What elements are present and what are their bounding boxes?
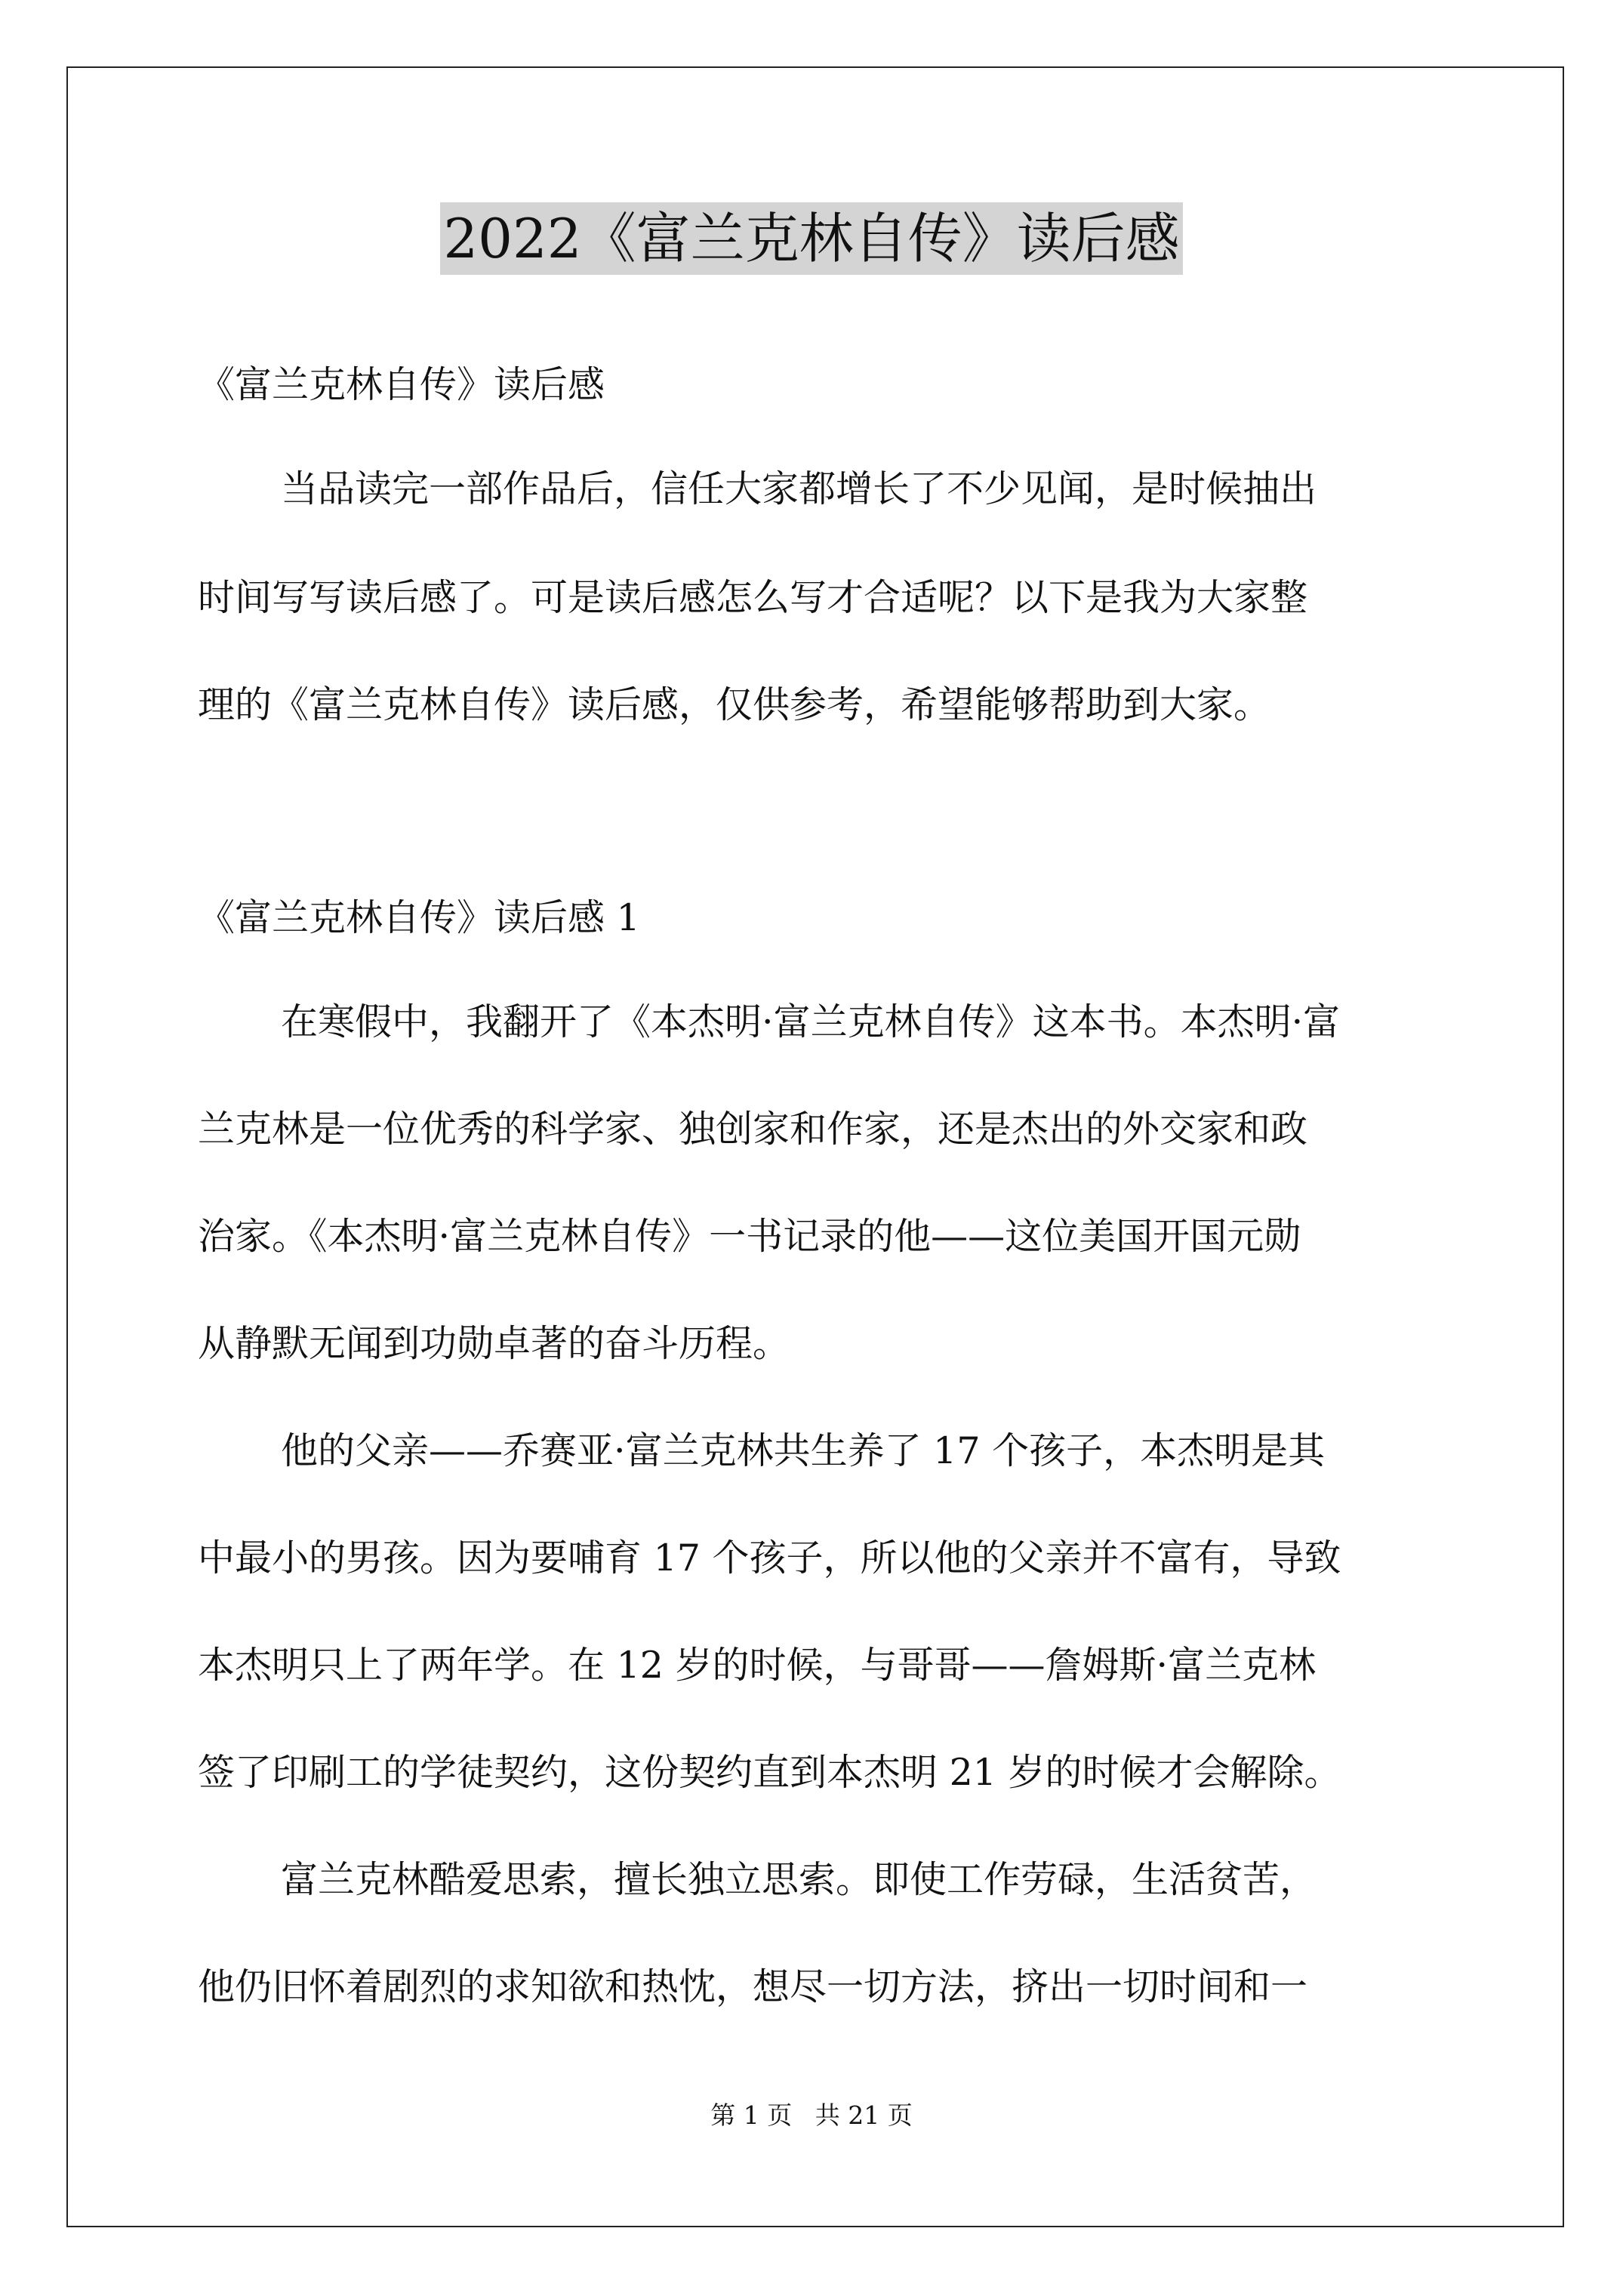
intro-line: 时间写写读后感了。可是读后感怎么写才合适呢？以下是我为大家整 — [198, 576, 1308, 619]
subtitle: 《富兰克林自传》读后感 — [198, 363, 605, 406]
body-line: 从静默无闻到功勋卓著的奋斗历程。 — [198, 1322, 790, 1365]
body-line: 兰克林是一位优秀的科学家、独创家和作家，还是杰出的外交家和政 — [198, 1108, 1308, 1151]
document-title: 2022《富兰克林自传》读后感 — [440, 202, 1182, 275]
body-line: 他仍旧怀着剧烈的求知欲和热忱，想尽一切方法，挤出一切时间和一 — [198, 1965, 1308, 2008]
body-line: 治家。《本杰明·富兰克林自传》一书记录的他——这位美国开国元勋 — [198, 1215, 1301, 1258]
body-line: 他的父亲——乔赛亚·富兰克林共生养了 17 个孩子，本杰明是其 — [281, 1429, 1326, 1472]
body-line: 签了印刷工的学徒契约，这份契约直到本杰明 21 岁的时候才会解除。 — [198, 1751, 1341, 1794]
body-line: 中最小的男孩。因为要哺育 17 个孩子，所以他的父亲并不富有，导致 — [198, 1536, 1341, 1579]
page-number: 第 1 页 — [710, 2100, 793, 2130]
title-container — [0, 202, 1623, 275]
body-line: 在寒假中，我翻开了《本杰明·富兰克林自传》这本书。本杰明·富 — [281, 1000, 1341, 1043]
page-total: 共 21 页 — [815, 2100, 913, 2130]
intro-line: 理的《富兰克林自传》读后感，仅供参考，希望能够帮助到大家。 — [198, 683, 1271, 726]
section-heading: 《富兰克林自传》读后感 1 — [198, 896, 640, 939]
intro-line: 当品读完一部作品后，信任大家都增长了不少见闻，是时候抽出 — [281, 467, 1317, 510]
body-line: 本杰明只上了两年学。在 12 岁的时候，与哥哥——詹姆斯·富兰克林 — [198, 1644, 1317, 1687]
body-line: 富兰克林酷爱思索，擅长独立思索。即使工作劳碌，生活贫苦， — [281, 1858, 1317, 1901]
page-footer — [0, 2099, 1623, 2132]
